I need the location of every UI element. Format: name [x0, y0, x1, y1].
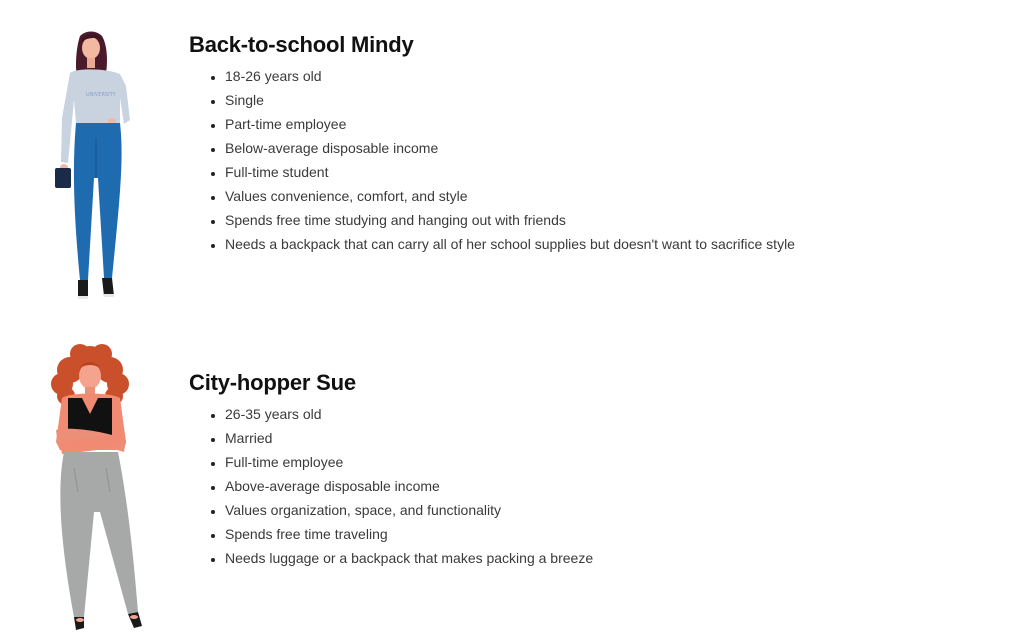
list-item: • Needs a backpack that can carry all of her school supplies but doesn't want to sacrifice style [225, 232, 795, 256]
list-item: • Above-average disposable income [225, 474, 593, 498]
list-item: • Values organization, space, and functionality [225, 498, 593, 522]
list-item: • Spends free time traveling [225, 522, 593, 546]
list-item: • 26-35 years old [225, 402, 593, 426]
persona-name: Back-to-school Mindy [189, 32, 414, 57]
persona-details [189, 370, 593, 570]
persona-name: City-hopper Sue [189, 370, 356, 395]
young-woman-student-icon [50, 28, 140, 303]
persona-card-sue [0, 338, 1018, 639]
persona-details [189, 32, 795, 256]
persona-card-mindy [0, 0, 1018, 310]
list-item: • Part-time employee [225, 112, 795, 136]
list-item: • Full-time student [225, 160, 795, 184]
list-item: • Spends free time studying and hanging out with friends [225, 208, 795, 232]
list-item: • Below-average disposable income [225, 136, 795, 160]
woman-traveler-icon [40, 342, 150, 637]
trait-list [189, 64, 795, 256]
list-item: • Values convenience, comfort, and style [225, 184, 795, 208]
list-item: • Married [225, 426, 593, 450]
trait-list [189, 402, 593, 570]
list-item: • Full-time employee [225, 450, 593, 474]
svg-text:UNIVERSITY: UNIVERSITY [86, 92, 116, 98]
list-item: • 18-26 years old [225, 64, 795, 88]
list-item: • Needs luggage or a backpack that makes packing a breeze [225, 546, 593, 570]
list-item: • Single [225, 88, 795, 112]
